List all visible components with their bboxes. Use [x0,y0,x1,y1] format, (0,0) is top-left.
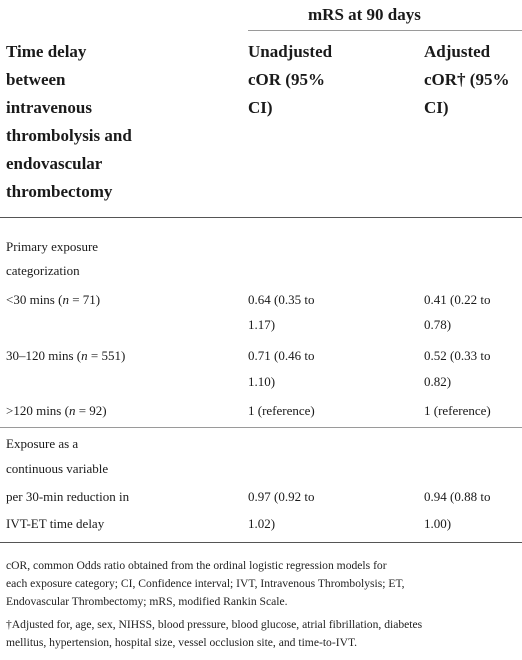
col-header-line: Adjusted [424,42,491,61]
row-label: <30 mins (n = 71) [6,292,101,307]
footnote-line: mellitus, hypertension, hospital size, vessel occlusion site, and time-to-IVT. [6,636,358,649]
unadjusted-value: 1.10) [248,374,276,389]
col-header-line: endovascular [6,154,103,173]
col-header-line: Unadjusted [248,42,333,61]
section-title-line: categorization [6,263,80,278]
adjusted-value: 0.78) [424,317,452,332]
adjusted-value: 0.52 (0.33 to [424,348,491,363]
row-label: 30–120 mins (n = 551) [6,348,126,363]
footnote-line: each exposure category; CI, Confidence interval; IVT, Intravenous Thrombolysis; ET, [6,577,405,590]
table-bottom-rule [0,542,522,543]
span-header: mRS at 90 days [308,5,421,24]
unadjusted-value: 0.64 (0.35 to [248,292,315,307]
row-label: >120 mins (n = 92) [6,403,107,418]
col-header-line: between [6,70,66,89]
row-label: per 30-min reduction in [6,489,130,504]
section-title-line: Primary exposure [6,239,99,254]
col-header-line: Time delay [6,42,87,61]
adjusted-value: 1.00) [424,516,452,531]
unadjusted-value: 0.97 (0.92 to [248,489,315,504]
header-bottom-rule [0,217,522,218]
adjusted-value: 0.94 (0.88 to [424,489,491,504]
footnote-line: cOR, common Odds ratio obtained from the ordinal logistic regression models for [6,559,387,572]
section-title-line: continuous variable [6,461,109,476]
adjusted-value: 0.82) [424,374,452,389]
col-header-line: cOR (95% [248,70,325,89]
unadjusted-value: 1.02) [248,516,276,531]
col-header-line: CI) [248,98,273,117]
col-header-line: cOR† (95% [424,70,510,89]
col-header-line: CI) [424,98,449,117]
footnote-line: †Adjusted for, age, sex, NIHSS, blood pressure, blood glucose, atrial fibrillation, diabetes [6,618,423,631]
unadjusted-value: 1.17) [248,317,276,332]
footnote-line: Endovascular Thrombectomy; mRS, modified Rankin Scale. [6,595,288,608]
span-header-rule [248,30,522,31]
row-label: IVT-ET time delay [6,516,105,531]
section-title-line: Exposure as a [6,436,79,451]
col-header-line: thrombolysis and [6,126,132,145]
unadjusted-value: 1 (reference) [248,403,315,418]
section-divider [0,427,522,428]
adjusted-value: 0.41 (0.22 to [424,292,491,307]
unadjusted-value: 0.71 (0.46 to [248,348,315,363]
col-header-line: thrombectomy [6,182,113,201]
adjusted-value: 1 (reference) [424,403,491,418]
col-header-line: intravenous [6,98,92,117]
